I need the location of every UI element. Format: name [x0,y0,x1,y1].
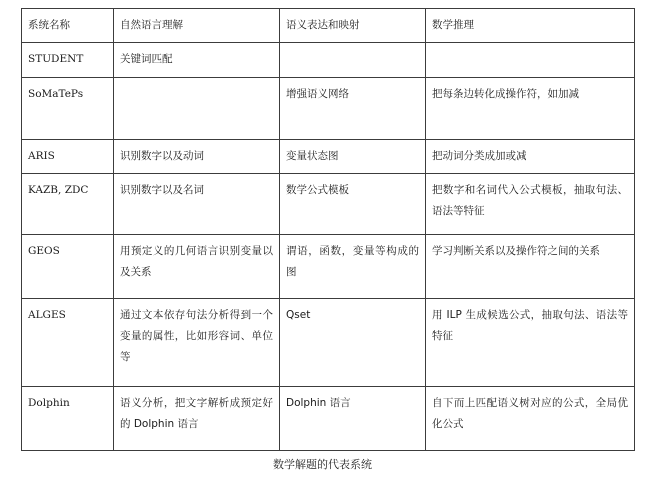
cell-system: Dolphin [22,387,114,451]
table-row [22,235,635,299]
cell-reasoning [426,43,635,78]
cell-reasoning: 学习判断关系以及操作符之间的关系 [426,235,635,299]
cell-semantic: 谓语，函数，变量等构成的图 [280,235,426,299]
table-row [22,387,635,451]
header-system-name: 系统名称 [22,9,114,43]
cell-semantic [280,43,426,78]
cell-semantic: 变量状态图 [280,140,426,174]
table-row [22,43,635,78]
cell-semantic: 增强语义网络 [280,78,426,140]
cell-semantic: Qset [280,299,426,387]
cell-system: STUDENT [22,43,114,78]
cell-system: ALGES [22,299,114,387]
header-nlu: 自然语言理解 [114,9,280,43]
cell-nlu: 用预定义的几何语言识别变量以及关系 [114,235,280,299]
header-math-reasoning: 数学推理 [426,9,635,43]
header-semantic-mapping: 语义表达和映射 [280,9,426,43]
cell-nlu [114,78,280,140]
systems-table [21,8,635,451]
cell-nlu: 识别数字以及名词 [114,174,280,235]
cell-reasoning: 把动词分类成加或减 [426,140,635,174]
table-caption: 数学解题的代表系统 [273,458,372,471]
cell-system: SoMaTePs [22,78,114,140]
cell-system: KAZB, ZDC [22,174,114,235]
table-row [22,78,635,140]
cell-nlu: 通过文本依存句法分析得到一个变量的属性，比如形容词、单位等 [114,299,280,387]
table-row [22,299,635,387]
cell-reasoning: 自下而上匹配语义树对应的公式，全局优化公式 [426,387,635,451]
cell-semantic: 数学公式模板 [280,174,426,235]
cell-system: ARIS [22,140,114,174]
table-row [22,140,635,174]
cell-nlu: 识别数字以及动词 [114,140,280,174]
cell-system: GEOS [22,235,114,299]
table-header-row [22,9,635,43]
cell-reasoning: 用 ILP 生成候选公式，抽取句法、语法等特征 [426,299,635,387]
cell-reasoning: 把每条边转化成操作符，如加减 [426,78,635,140]
cell-nlu: 语义分析，把文字解析成预定好的 Dolphin 语言 [114,387,280,451]
table-row [22,174,635,235]
cell-semantic: Dolphin 语言 [280,387,426,451]
cell-nlu: 关键词匹配 [114,43,280,78]
cell-reasoning: 把数字和名词代入公式模板，抽取句法、语法等特征 [426,174,635,235]
